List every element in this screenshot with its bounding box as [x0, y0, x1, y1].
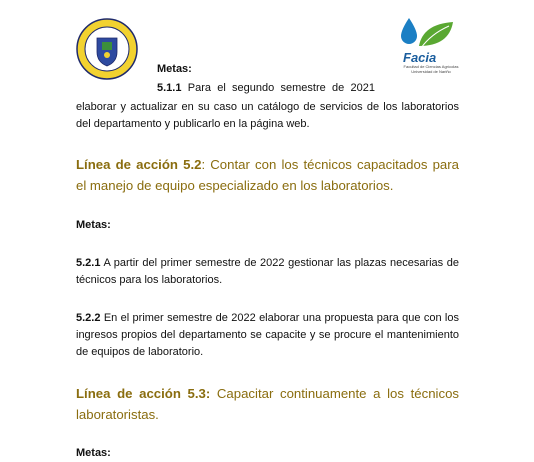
- water-leaf-icon: [397, 16, 459, 52]
- goal-text: Para el segundo semestre de 2021: [181, 82, 375, 94]
- goal-text: En el primer semestre de 2022 elaborar una propuesta para que con los ingresos propios del departamento se capacite y se procure el mantenimiento de equipos de laboratorio.: [76, 312, 459, 358]
- goal-522: [76, 310, 459, 361]
- goal-511-rest: elaborar y actualizar en su caso un catálogo de servicios de los laboratorios del departamento y publicarlo en la página web.: [76, 101, 459, 130]
- facia-faculty-logo: [397, 16, 459, 78]
- action-line-label: Línea de acción 5.2: [76, 157, 202, 172]
- goal-number: 5.2.2: [76, 312, 101, 324]
- university-seal-logo: [76, 18, 138, 80]
- action-line-53: [76, 383, 459, 425]
- action-line-label: Línea de acción 5.3:: [76, 386, 211, 401]
- action-line-text: : Contar con los técnicos capacitados para el manejo de equipo especializado en los laboratorios.: [76, 157, 459, 193]
- goal-number: 5.1.1: [157, 82, 182, 94]
- goal-number: 5.2.1: [76, 257, 101, 269]
- facia-brand-text: Facia: [403, 50, 437, 65]
- metas-heading-1: Metas:: [157, 63, 192, 75]
- goal-text: A partir del primer semestre de 2022 gestionar las plazas necesarias de técnicos para los laboratorios.: [76, 257, 459, 286]
- metas-heading-3: Metas:: [76, 447, 111, 459]
- metas-heading-2: Metas:: [76, 219, 111, 231]
- goal-521: [76, 255, 459, 289]
- facia-sub-text: Facultad de Ciencias Agrícolas Universidad de Nariño: [403, 64, 459, 74]
- goal-511-first-line: [157, 80, 375, 97]
- action-line-52: [76, 154, 459, 196]
- action-line-text: Capacitar continuamente a los técnicos laboratoristas.: [76, 386, 459, 422]
